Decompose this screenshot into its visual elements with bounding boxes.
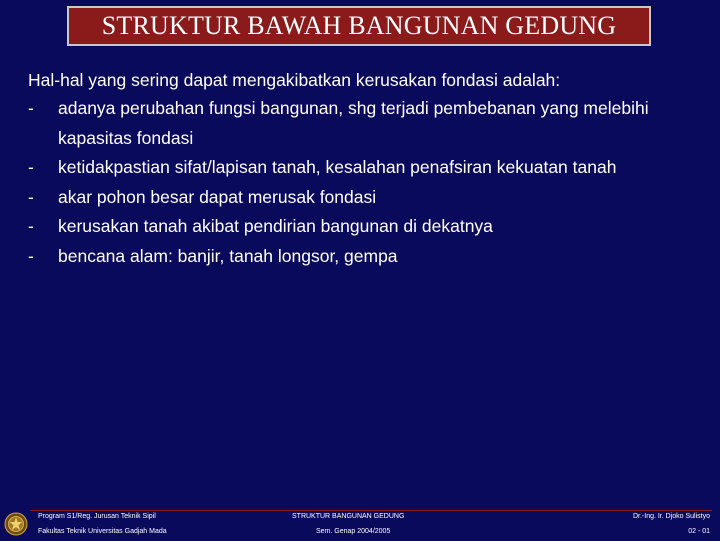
bullet-marker: -: [28, 186, 34, 207]
footer-divider: [30, 510, 712, 511]
bullet-text: adanya perubahan fungsi bangunan, shg terjadi pembebanan yang melebihi kapasitas fondasi: [58, 98, 649, 148]
bullet-marker: -: [28, 216, 34, 236]
bullet-text: bencana alam: banjir, tanah longsor, gempa: [58, 245, 398, 266]
bullet-marker: -: [28, 157, 34, 177]
intro-text: Hal-hal yang sering dapat mengakibatkan kerusakan fondasi adalah:: [28, 70, 561, 90]
slide-title: STRUKTUR BAWAH BANGUNAN GEDUNG: [67, 6, 651, 46]
bullet-item: [28, 183, 708, 213]
bullet-list: [28, 94, 708, 271]
footer-program: Program S1/Reg. Jurusan Teknik Sipil: [38, 513, 156, 520]
bullet-text: akar pohon besar dapat merusak fondasi: [58, 186, 377, 207]
footer-faculty: Fakultas Teknik Universitas Gadjah Mada: [38, 528, 167, 535]
bullet-item: [28, 212, 708, 242]
bullet-marker: -: [28, 98, 34, 118]
bullet-text: ketidakpastian sifat/lapisan tanah, kesalahan penafsiran kekuatan tanah: [58, 157, 617, 177]
footer-course: STRUKTUR BANGUNAN GEDUNG: [292, 513, 405, 520]
footer-author: Dr.-Ing. Ir. Djoko Sulistyo: [632, 513, 710, 520]
bullet-item: [28, 242, 708, 272]
bullet-item: [28, 153, 708, 183]
bullet-text: kerusakan tanah akibat pendirian bangunan di dekatnya: [58, 216, 493, 236]
footer-page-number: 02 - 01: [688, 528, 710, 535]
footer-semester: Sem. Genap 2004/2005: [316, 528, 391, 535]
bullet-marker: -: [28, 245, 34, 266]
bullet-item: [28, 94, 708, 153]
university-seal-icon: [4, 512, 28, 536]
